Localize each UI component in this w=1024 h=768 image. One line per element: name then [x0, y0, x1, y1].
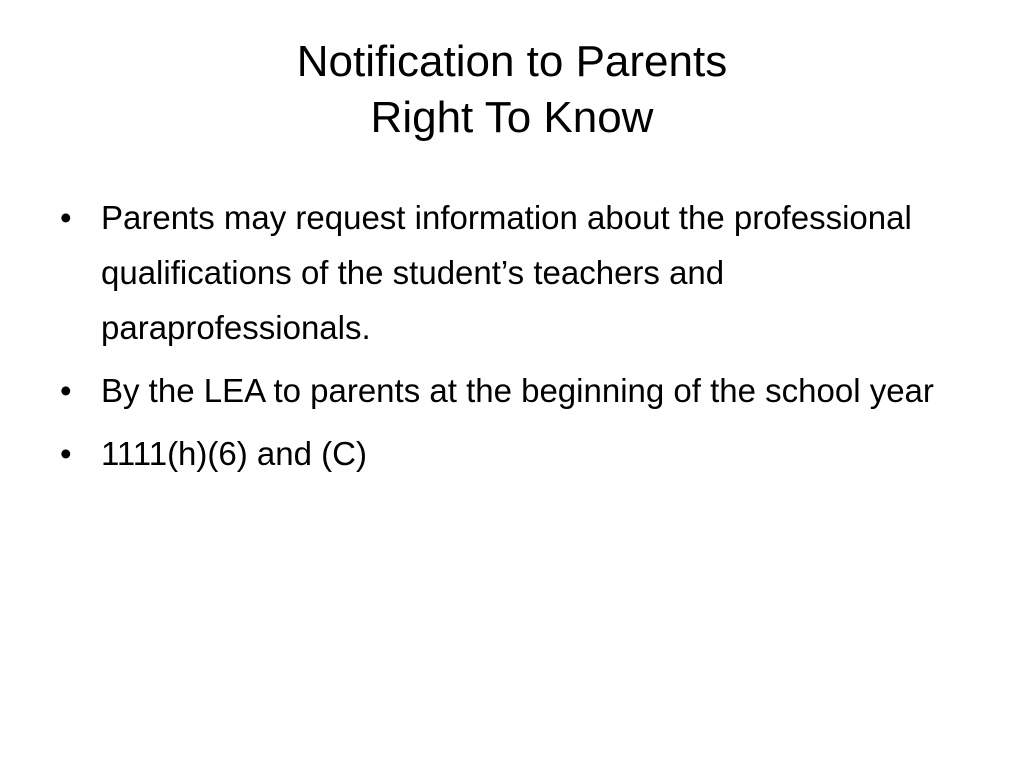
bullet-text: Parents may request information about the professional qualifications of the student’s teachers and paraprofessionals. [101, 199, 912, 346]
bullet-item [56, 426, 956, 481]
slide-title-line-1: Notification to Parents [296, 37, 728, 86]
bullet-text: 1111(h)(6) and (C) [101, 435, 367, 472]
slide-title [60, 34, 964, 146]
bullet-item [56, 363, 956, 418]
bullet-list [56, 190, 956, 489]
bullet-icon: • [60, 435, 72, 472]
bullet-icon: • [60, 372, 72, 409]
bullet-icon: • [60, 199, 72, 236]
slide-title-line-2: Right To Know [370, 93, 654, 142]
bullet-item [56, 190, 956, 355]
bullet-text: By the LEA to parents at the beginning of the school year [101, 372, 934, 409]
